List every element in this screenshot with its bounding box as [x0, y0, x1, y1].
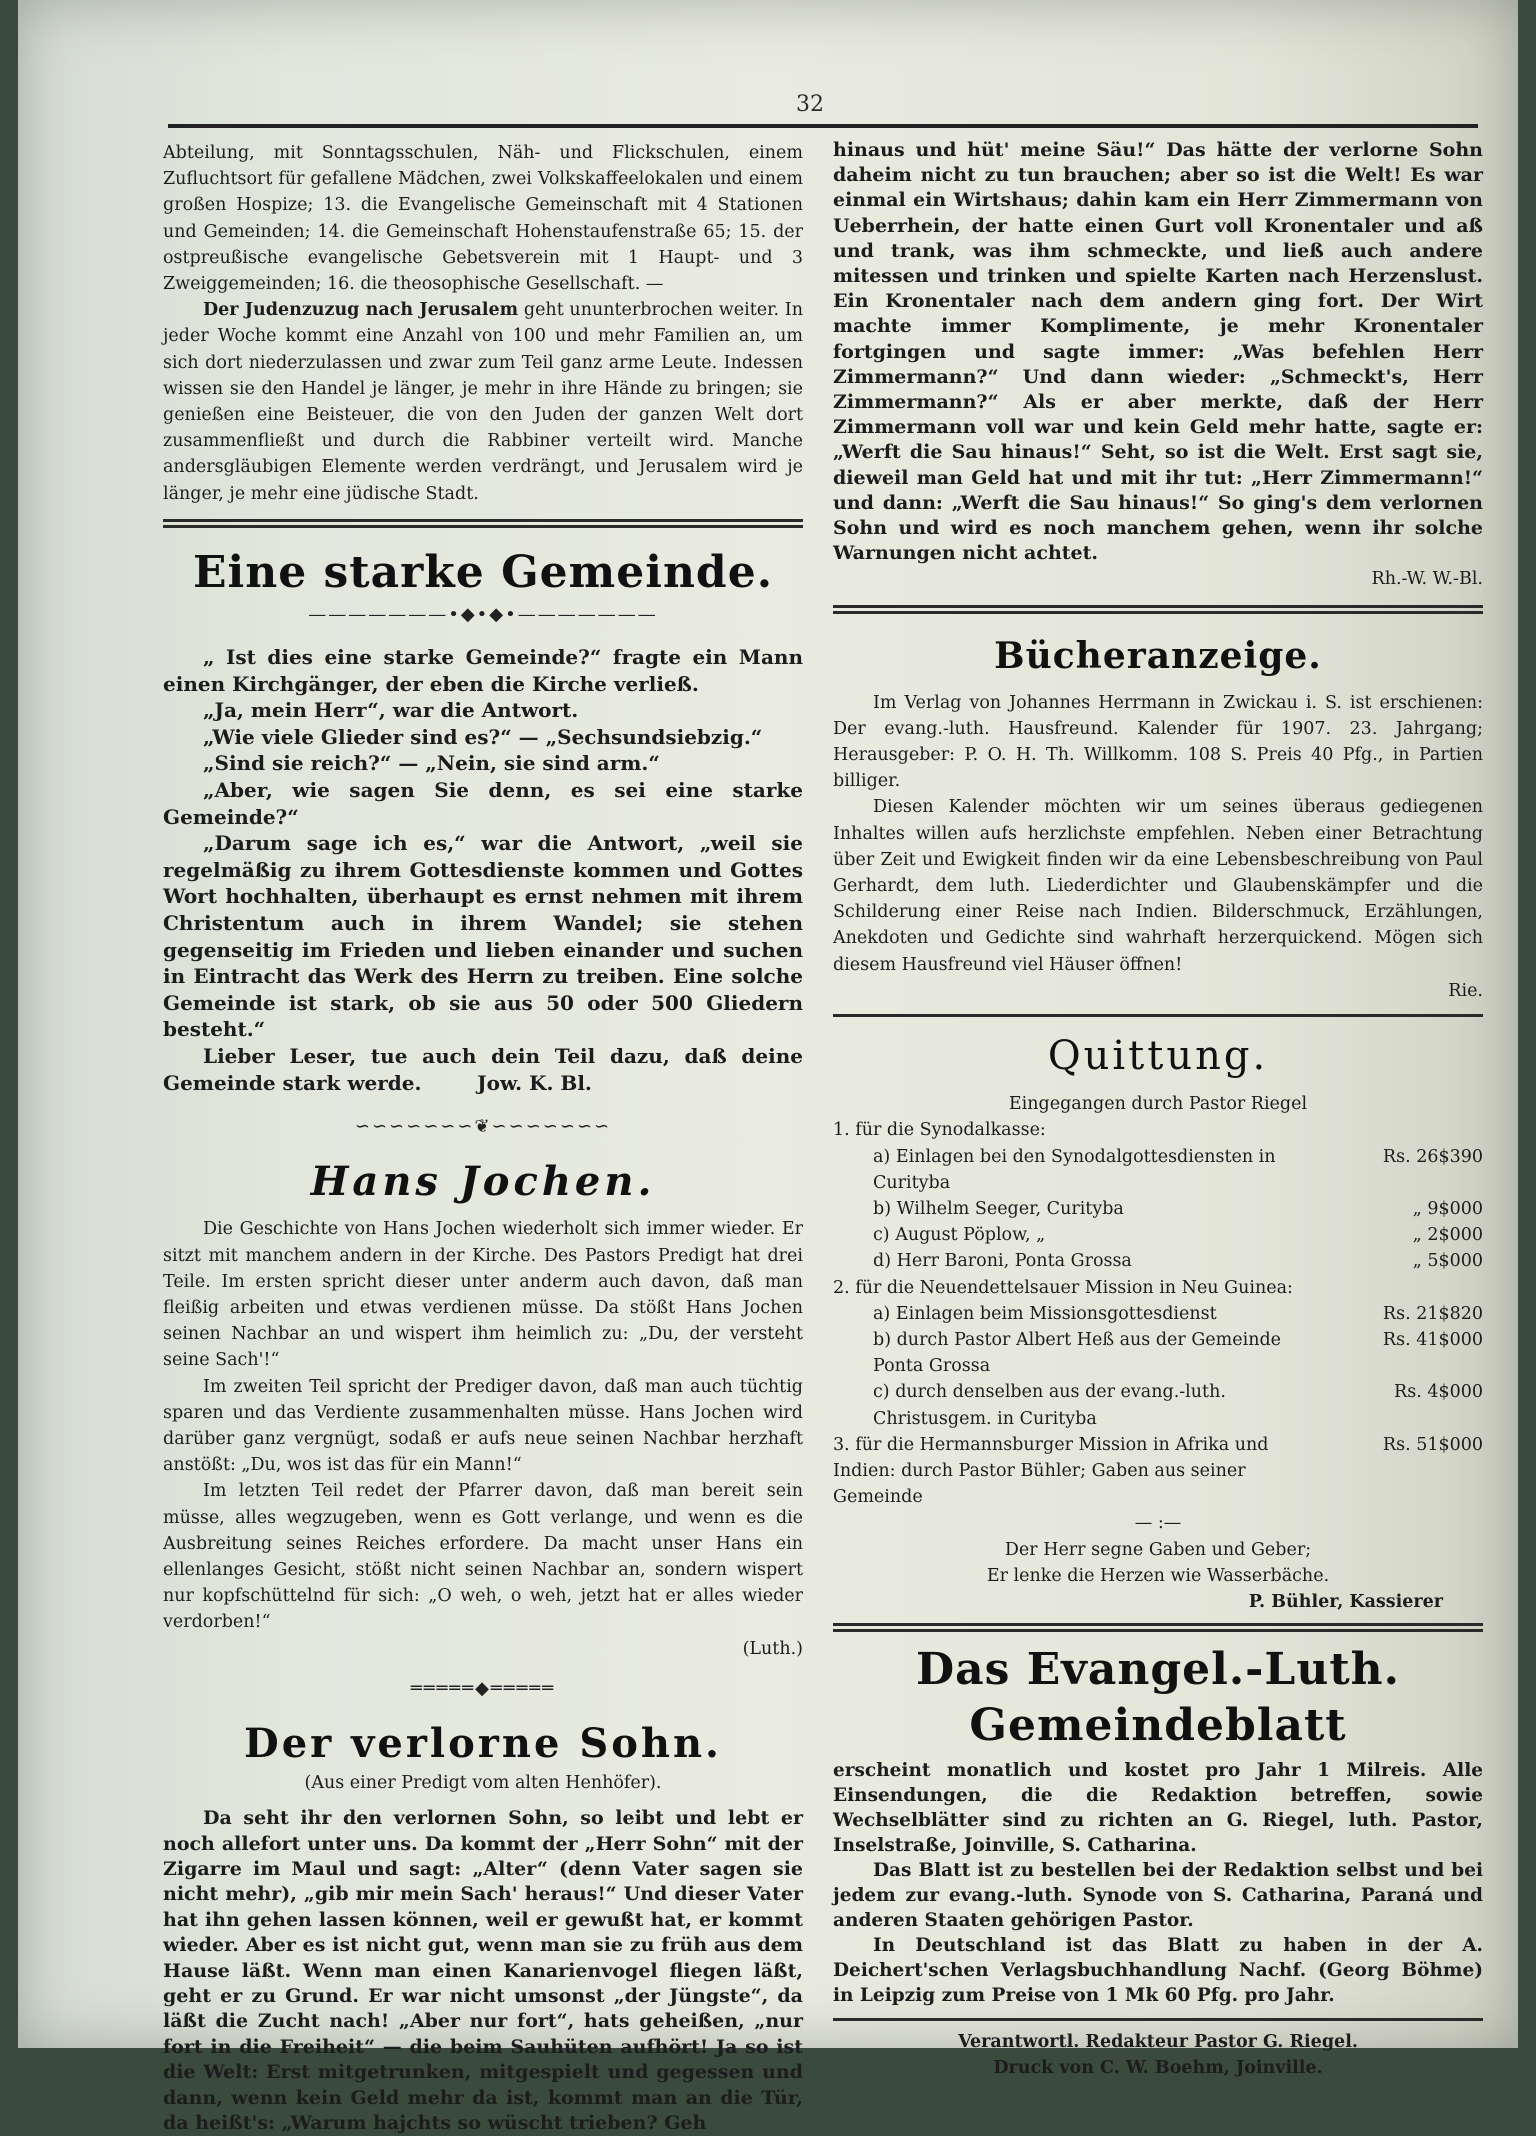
- article-closing: [163, 1043, 803, 1096]
- quittung-line-text: d) Herr Baroni, Ponta Grossa: [873, 1251, 1132, 1272]
- article-continuation: hinaus und hüt' meine Säu!“ Das hätte der verlorne Sohn daheim nicht zu tun brauchen; aber so ist die Welt! Es war einmal ein Wirtshaus; dahin kam ein Herr Zimmermann von Ueberrhein, der hatte einen Gurt voll Kronentaler und aß und trank, was ihm schmeckte, und ließ auch andere mitessen und trinken und spielte Karten nach Herzenslust. Ein Kronentaler nach dem andern ging fort. Der Wirt machte immer Komplimente, je mehr Kronentaler fortgingen und sagte immer: „Was befehlen Herr Zimmermann?“ Und dann wieder: „Schmeckt's, Herr Zimmermann?“ Als er aber merkte, daß der Herr Zimmermann voll war und kein Geld mehr hatte, sagte er: „Werft die Sau hinaus!“ Seht, so ist die Welt. Erst sagt sie, dieweil man Geld hat und mit ihr tut: „Herr Zimmermann!“ und dann: „Werft die Sau hinaus!“ So ging's dem verlornen Sohn und wird es noch manchem gehen, wenn ihr solche Warnungen nicht achtet.: [833, 139, 1483, 565]
- article-paragraph: Das Blatt ist zu bestellen bei der Redaktion selbst und bei jedem zur evang.-luth. Synode von S. Catharina, Paraná und anderen Staaten gehörigen Pastor.: [833, 1860, 1483, 1932]
- article-paragraph: Die Geschichte von Hans Jochen wiederholt sich immer wieder. Er sitzt mit manchem andern in der Kirche. Des Pastors Predigt hat drei Teile. Im ersten spricht dieser unter anderm auch davon, daß man fleißig arbeiten und etwas verdienen müsse. Da stößt Hans Jochen seinen Nachbar an und wispert ihm heimlich zu: „Du, der versteht seine Sach'!“: [163, 1219, 803, 1371]
- article-source: (Luth.): [742, 1638, 803, 1659]
- article-paragraph: „Ja, mein Herr“, war die Antwort.: [203, 698, 579, 723]
- newspaper-page: [18, 0, 1518, 2135]
- quittung-line-amount: [1333, 1117, 1483, 1143]
- quittung-line-text: b) Wilhelm Seeger, Curityba: [873, 1198, 1124, 1219]
- quittung-line-amount: Rs. 41$000: [1382, 1329, 1483, 1350]
- right-column: [833, 138, 1483, 2082]
- quittung-line-text: c) August Pöplow, „: [873, 1225, 1046, 1246]
- buecheranzeige-title: Bücheranzeige.: [994, 634, 1322, 677]
- article-paragraph: Im Verlag von Johannes Herrmann in Zwickau i. S. ist erschienen: Der evang.-luth. Hausfreund. Kalender für 1907. 23. Jahrgang; Herausgeber: P. O. H. Th. Willkomm. 108 S. Preis 40 Pfg., in Partien billiger.: [833, 692, 1483, 792]
- quittung-line-text: 2. für die Neuendettelsauer Mission in Neu Guinea:: [833, 1277, 1293, 1298]
- quittung-title: Quittung.: [1047, 1033, 1269, 1080]
- quittung-line-amount: „ 9$000: [1412, 1198, 1483, 1219]
- article-paragraph: Da seht ihr den verlornen Sohn, so leibt und lebt er noch allefort unter uns. Da kommt der „Herr Sohn“ mit der Zigarre im Maul und sagt: „Alter“ (denn Vater sagen sie nicht mehr), „gib mir mein Sach' heraus!“ Und dieser Vater hat ihn gehen lassen können, weil er gewußt hat, er kommt wieder. Aber es ist nicht gut, wenn man sie zu früh aus dem Hause läßt. Wenn man einen Kanarienvogel fliegen läßt, geht er zu Grund. Er war nicht umsonst „der Jüngste“, da läßt die Zucht nach! „Aber nur fort“, hats geheißen, „nur fort in die Freiheit“ — die beim Sauhüten aufhört! Ja so ist die Welt: Erst mitgetrunken, mitgespielt und gegessen und dann, wenn kein Geld mehr da ist, kommt man an die Tür, da heißt's: „Warum hajchts so wüscht trieben? Geh: [163, 1807, 803, 2135]
- left-column: [163, 140, 803, 2136]
- gemeindeblatt-title: Das Evangel.-Luth. Gemeindeblatt: [916, 1644, 1400, 1752]
- article-paragraph: erscheint monatlich und kostet pro Jahr 1 Milreis. Alle Einsendungen, die die Redaktion betreffen, sowie Wechselblätter sind zu richten an G. Riegel, luth. Pastor, Inselstraße, Joinville, S. Catharina.: [833, 1760, 1483, 1857]
- quittung-line-amount: „ 5$000: [1412, 1251, 1483, 1272]
- quittung-line: [833, 1432, 1483, 1511]
- article-paragraph: In Deutschland ist das Blatt zu haben in der A. Deichert'schen Verlagsbuchhandlung Nachf. (Georg Böhme) in Leipzig zum Preise von 1 Mk 60 Pfg. pro Jahr.: [833, 1935, 1483, 2007]
- page-number: 32: [796, 92, 824, 117]
- article-source: Rie.: [1448, 980, 1483, 1001]
- quittung-separator: — :—: [1134, 1513, 1182, 1534]
- judenzug-paragraph: [163, 297, 803, 507]
- judenzug-title: Der Judenzuzug nach Jerusalem: [203, 300, 519, 321]
- quittung-line-text: a) Einlagen bei den Synodalgottesdiensten in Curityba: [873, 1146, 1276, 1193]
- judenzug-text: geht ununterbrochen weiter. In jeder Woche kommt eine Anzahl von 100 und mehr Familien an, um sich dort niederzulassen und zwar zum Teil ganz arme Leute. Indessen wissen sie den Handel je länger, je mehr in ihre Hände zu bringen; sie genießen eine Beisteuer, die von den Juden der ganzen Welt dort zusammenfließt und durch die Rabbiner verteilt wird. Manche andersgläubigen Elemente werden verdrängt, und Jerusalem wird je länger, je mehr eine jüdische Stadt.: [163, 300, 803, 504]
- quittung-line-text: c) durch denselben aus der evang.-luth. Christusgem. in Curityba: [873, 1382, 1226, 1429]
- quittung-line-amount: Rs. 21$820: [1382, 1303, 1483, 1324]
- quittung-line-amount: Rs. 51$000: [1382, 1434, 1483, 1455]
- article-paragraph: „ Ist dies eine starke Gemeinde?“ fragte ein Mann einen Kirchgänger, der eben die Kirche verließ.: [163, 645, 803, 696]
- quittung-line-text: 1. für die Synodalkasse:: [833, 1120, 1046, 1141]
- article-source: Jow. K. Bl.: [477, 1070, 592, 1095]
- quittung-intro: Eingegangen durch Pastor Riegel: [1008, 1094, 1308, 1115]
- quittung-line: [833, 1275, 1483, 1301]
- divider-ornament: ═════◆═════: [410, 1677, 556, 1699]
- divider-ornament: ∽∽∽∽∽∽∽❦∽∽∽∽∽∽∽: [354, 1116, 612, 1138]
- gemeindeblatt-box: [833, 1642, 1483, 2008]
- quittung-line: [833, 1196, 1483, 1222]
- article-source: Rh.-W. W.-Bl.: [1371, 569, 1483, 590]
- quittung-blessing: Der Herr segne Gaben und Geber;: [1004, 1539, 1312, 1560]
- quittung-blessing: Er lenke die Herzen wie Wasserbäche.: [986, 1565, 1330, 1586]
- quittung-line-text: a) Einlagen beim Missionsgottesdienst: [873, 1303, 1217, 1324]
- quittung-line: [833, 1222, 1483, 1248]
- article-paragraph: „Aber, wie sagen Sie denn, es sei eine starke Gemeinde?“: [163, 778, 803, 829]
- impressum-printer: Druck von C. W. Boehm, Joinville.: [993, 2058, 1323, 2079]
- article-paragraph: „Wie viele Glieder sind es?“ — „Sechsundsiebzig.“: [203, 724, 763, 749]
- starke-gemeinde-article: [163, 644, 803, 1096]
- closing-text: Lieber Leser, tue auch dein Teil dazu, daß deine Gemeinde stark werde.: [163, 1043, 803, 1095]
- starke-gemeinde-title: Eine starke Gemeinde.: [192, 546, 774, 598]
- section-rule: [833, 2018, 1483, 2021]
- intro-paragraph: Abteilung, mit Sonntagsschulen, Näh- und Flickschulen, einem Zufluchtsort für gefallene Mädchen, zwei Volkskaffeelokalen und einem großen Hospize; 13. die Evangelische Gemeinschaft mit 4 Stationen und Gemeinden; 14. die Gemeinschaft Hohenstaufenstraße 65; 15. der ostpreußische evangelische Gebetsverein mit 1 Haupt- und 3 Zweiggemeinden; 16. die theosophische Gesellschaft. —: [163, 143, 803, 295]
- quittung-line-amount: Rs. 4$000: [1394, 1382, 1483, 1403]
- quittung-line-amount: Rs. 26$390: [1382, 1146, 1483, 1167]
- article-paragraph: Diesen Kalender möchten wir um seines überaus gediegenen Inhaltes willen aufs herzlichste empfehlen. Neben einer Betrachtung über Zeit und Ewigkeit finden wir da eine Lebensbeschreibung von Paul Gerhardt, dem luth. Liederdichter und Glaubenskämpfer und die Schilderung einer Reise nach Indien. Bilderschmuck, Erzählungen, Anekdoten und Gedichte sind wahrhaft herzerquickend. Mögen sich diesem Hausfreund viel Häuser öffnen!: [833, 797, 1483, 975]
- quittung-line-amount: [1333, 1275, 1483, 1301]
- quittung-line: [833, 1248, 1483, 1274]
- section-rule: [163, 519, 803, 528]
- article-paragraph: Im letzten Teil redet der Pfarrer davon, daß man bereit sein müsse, alles wegzugeben, wenn es Gott verlange, und wenn es die Ausbreitung seines Reiches erfordere. Da macht unser Hans ein ellenlanges Gesicht, stößt nicht seinen Nachbar an, sondern wispert nur kopfschüttelnd für sich: „O weh, o weh, jetzt hat er alles wieder verdorben!“: [163, 1481, 803, 1633]
- quittung-line: [833, 1379, 1483, 1431]
- article-paragraph: Im zweiten Teil spricht der Prediger davon, daß man auch tüchtig sparen und das Verdiente zusammenhalten müsse. Hans Jochen wird darüber ganz vergnügt, sodaß er aufs neue seinen Nachbar herzhaft anstößt: „Du, wos ist das für ein Mann!“: [163, 1376, 803, 1476]
- article-paragraph: „Sind sie reich?“ — „Nein, sie sind arm.“: [203, 751, 660, 776]
- verlorne-sohn-title: Der verlorne Sohn.: [244, 1720, 722, 1767]
- article-paragraph: „Darum sage ich es,“ war die Antwort, „weil sie regelmäßig zu ihrem Gottesdienste kommen und Gottes Wort hochhalten, überhaupt es ernst nehmen mit ihrem Christentum auch in ihrem Wandel; sie stehen gegenseitig im Frieden und lieben einander und suchen in Eintracht das Werk des Herrn zu treiben. Eine solche Gemeinde ist stark, ob sie aus 50 oder 500 Gliedern besteht.“: [163, 831, 803, 1042]
- quittung-line: [833, 1144, 1483, 1196]
- quittung-line: [833, 1117, 1483, 1143]
- quittung-signature: P. Bühler, Kassierer: [1248, 1591, 1443, 1612]
- section-rule: [833, 1014, 1483, 1017]
- hans-jochen-title: Hans Jochen.: [310, 1158, 656, 1206]
- header-rule: [168, 124, 1478, 128]
- section-rule: [833, 605, 1483, 614]
- quittung-line-text: b) durch Pastor Albert Heß aus der Gemeinde Ponta Grossa: [873, 1329, 1282, 1377]
- section-rule: [833, 1623, 1483, 1632]
- quittung-line: [833, 1301, 1483, 1327]
- quittung-line: [833, 1327, 1483, 1379]
- quittung-line-text: 3. für die Hermannsburger Mission in Afrika und Indien: durch Pastor Bühler; Gaben aus seiner Gemeinde: [833, 1434, 1269, 1508]
- quittung-line-amount: „ 2$000: [1412, 1225, 1483, 1246]
- impressum-editor: Verantwortl. Redakteur Pastor G. Riegel.: [958, 2032, 1358, 2053]
- quittung-list: [833, 1117, 1483, 1510]
- title-ornament: ———————•◆•◆•———————: [308, 603, 658, 625]
- verlorne-sohn-subtitle: (Aus einer Predigt vom alten Henhöfer).: [304, 1773, 662, 1793]
